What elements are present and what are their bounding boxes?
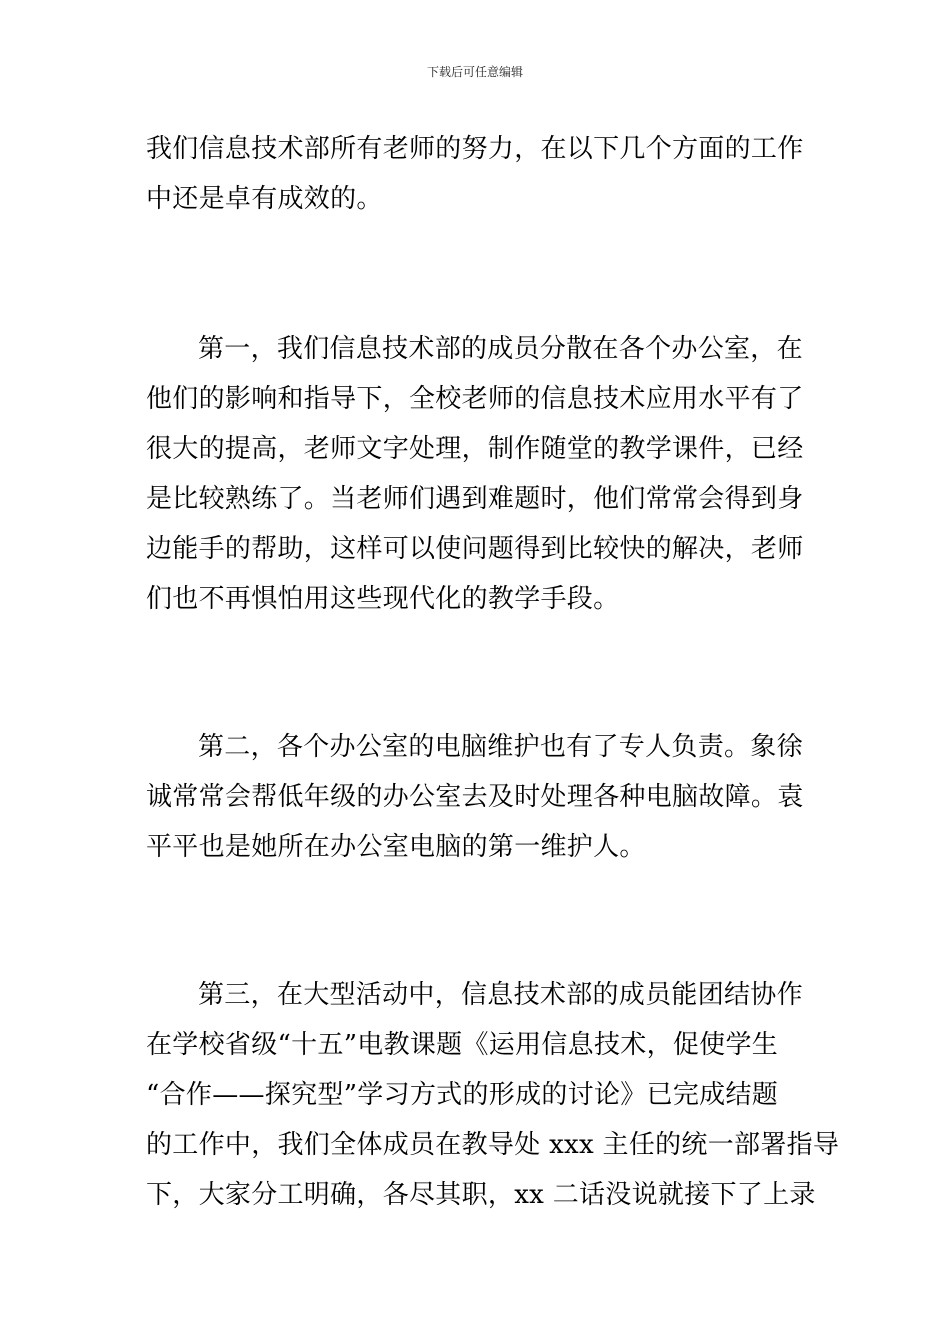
paragraph-third — [146, 970, 840, 1220]
text-line: 在学校省级“十五”电教课题《运用信息技术，促使学生 — [146, 1030, 779, 1060]
text-line: 的工作中，我们全体成员在教导处 xxx 主任的统一部署指导 — [146, 1130, 840, 1160]
text-line-indented — [146, 722, 808, 772]
page-header: 下载后可任意编辑 — [426, 65, 523, 79]
text-line: 是比较熟练了。当老师们遇到难题时，他们常常会得到身 — [146, 484, 804, 514]
text-line: 第一，我们信息技术部的成员分散在各个办公室，在 — [198, 334, 803, 364]
text-line: 边能手的帮助，这样可以使问题得到比较快的解决，老师 — [146, 534, 804, 564]
text-line: 第三，在大型活动中，信息技术部的成员能团结协作 — [198, 980, 803, 1010]
text-line: 们也不再惧怕用这些现代化的教学手段。 — [146, 584, 620, 614]
text-line: 第二，各个办公室的电脑维护也有了专人负责。象徐 — [198, 732, 803, 762]
paragraph-second — [146, 722, 808, 872]
paragraph-intro — [146, 124, 808, 224]
text-line: “合作——探究型”学习方式的形成的讨论》已完成结题 — [146, 1080, 779, 1110]
text-line: 他们的影响和指导下，全校老师的信息技术应用水平有了 — [146, 384, 804, 414]
text-line: 我们信息技术部所有老师的努力，在以下几个方面的工作 — [146, 134, 804, 164]
text-line: 平平也是她所在办公室电脑的第一维护人。 — [146, 832, 646, 862]
text-line: 中还是卓有成效的。 — [146, 184, 383, 214]
text-line: 很大的提高，老师文字处理，制作随堂的教学课件，已经 — [146, 434, 804, 464]
text-line-indented — [146, 970, 808, 1020]
paragraph-first — [146, 324, 808, 624]
text-line: 诚常常会帮低年级的办公室去及时处理各种电脑故障。袁 — [146, 782, 804, 812]
text-line: 下，大家分工明确，各尽其职，xx 二话没说就接下了上录 — [146, 1180, 816, 1210]
text-line-indented — [146, 324, 808, 374]
